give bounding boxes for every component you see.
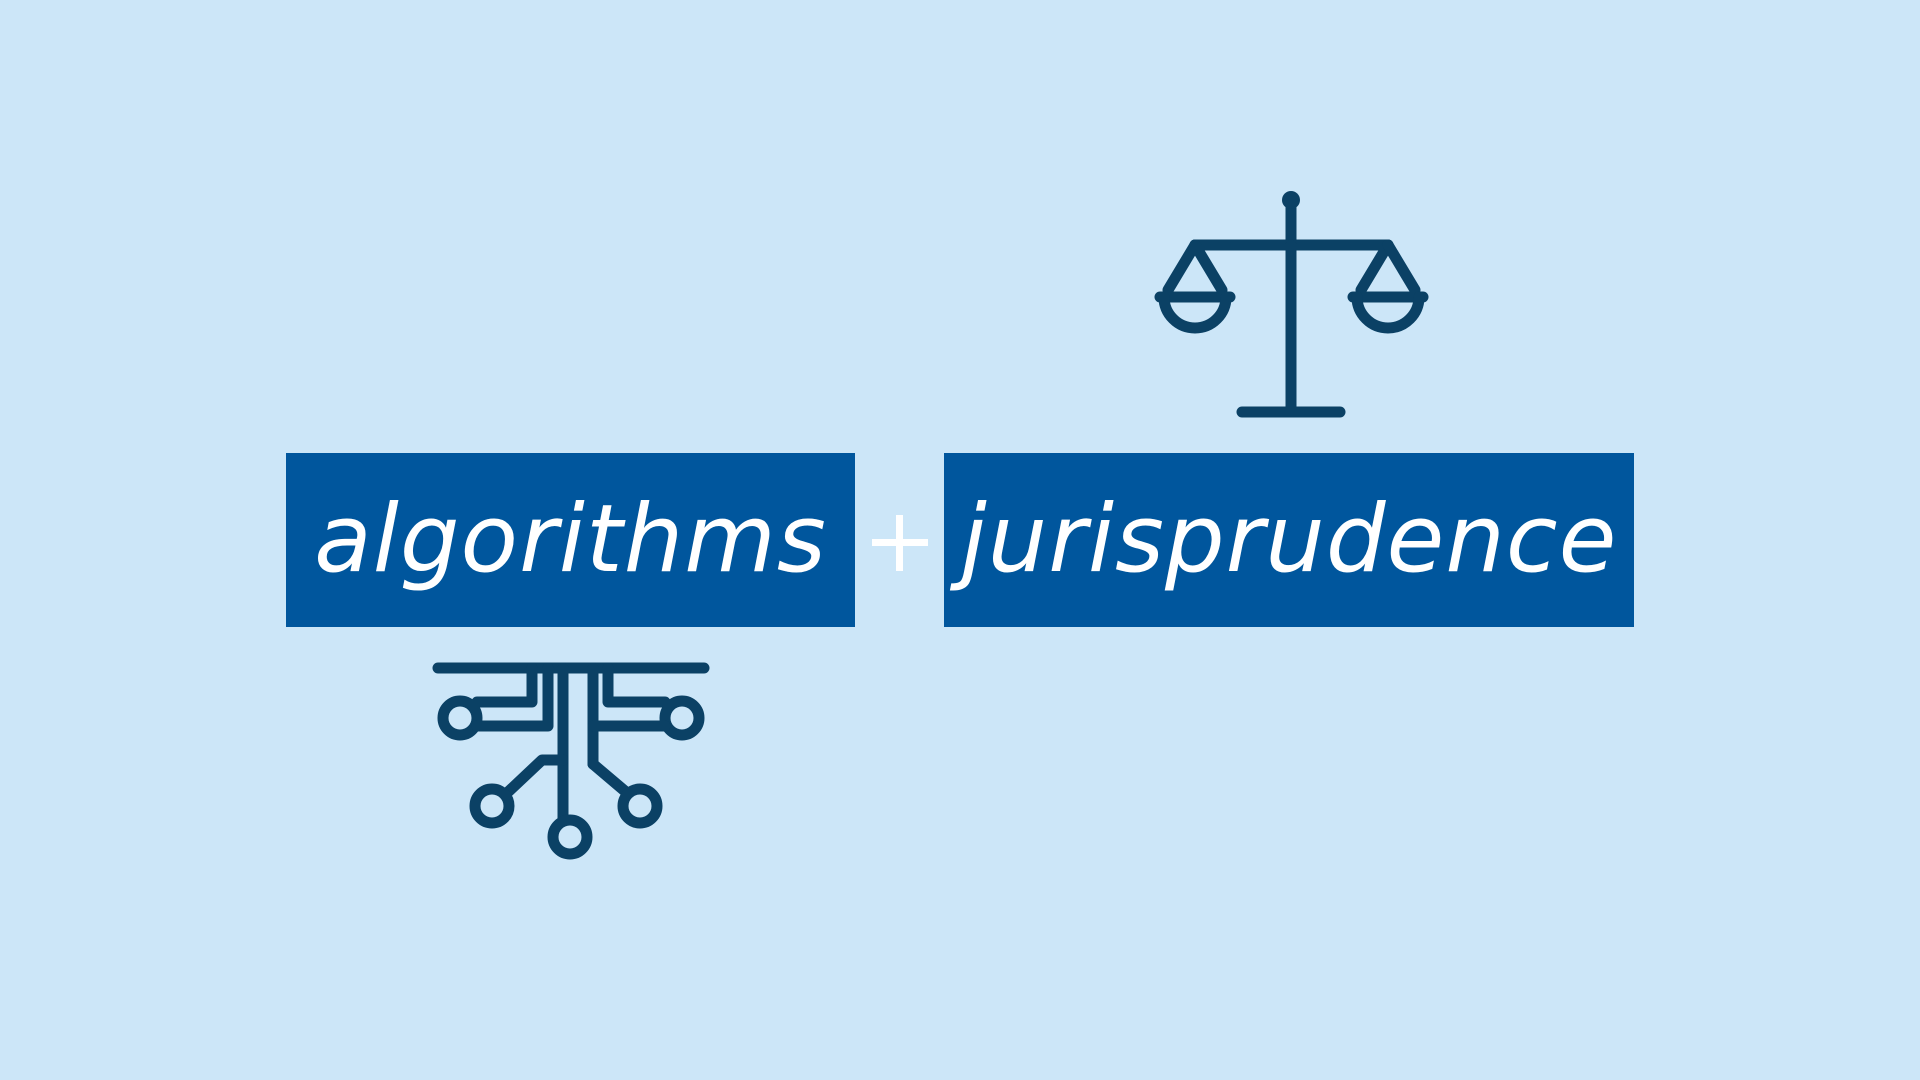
plus-sign	[872, 515, 928, 571]
circuit-tree-icon	[430, 654, 712, 862]
jurisprudence-label: jurisprudence	[960, 485, 1618, 594]
algorithms-box	[286, 453, 855, 627]
plus-vertical-bar	[896, 515, 903, 571]
jurisprudence-box	[944, 453, 1634, 627]
algorithms-label: algorithms	[314, 485, 827, 594]
scales-of-justice-icon	[1150, 190, 1434, 426]
